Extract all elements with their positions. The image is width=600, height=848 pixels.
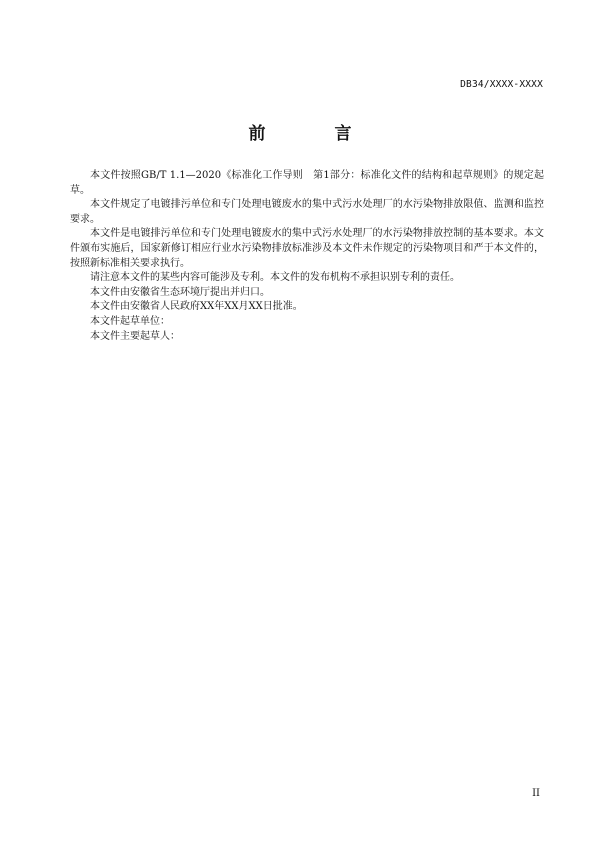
paragraph-scope: 本文件规定了电镀排污单位和专门处理电镀废水的集中式污水处理厂的水污染物排放限值、监测和监控要求。 [70, 199, 544, 225]
paragraph-drafting-basis: 本文件按照GB/T 1.1—2020《标准化工作导则 第1部分：标准化文件的结构和起草规则》的规定起草。 [70, 170, 544, 196]
paragraph-basic-requirements: 本文件是电镀排污单位和专门处理电镀废水的集中式污水处理厂的水污染物排放控制的基本要求。本文件颁布实施后，国家新修订相应行业水污染物排放标准涉及本文件未作规定的污染物项目和严于本文件的，按照新标准相关要求执行。 [70, 228, 544, 269]
document-code: DB34/XXXX-XXXX [460, 79, 543, 90]
paragraph-drafters: 本文件主要起草人： [90, 330, 180, 342]
paragraph-proposer: 本文件由安徽省生态环境厅提出并归口。 [90, 286, 270, 298]
page-title: 前 言 [248, 124, 378, 144]
paragraph-approval: 本文件由安徽省人民政府XX年XX月XX日批准。 [90, 301, 303, 313]
paragraph-patent-notice: 请注意本文件的某些内容可能涉及专利。本文件的发布机构不承担识别专利的责任。 [90, 272, 460, 284]
page-number: II [532, 788, 540, 799]
paragraph-drafting-units: 本文件起草单位： [90, 315, 170, 327]
foreword-body [70, 169, 544, 344]
